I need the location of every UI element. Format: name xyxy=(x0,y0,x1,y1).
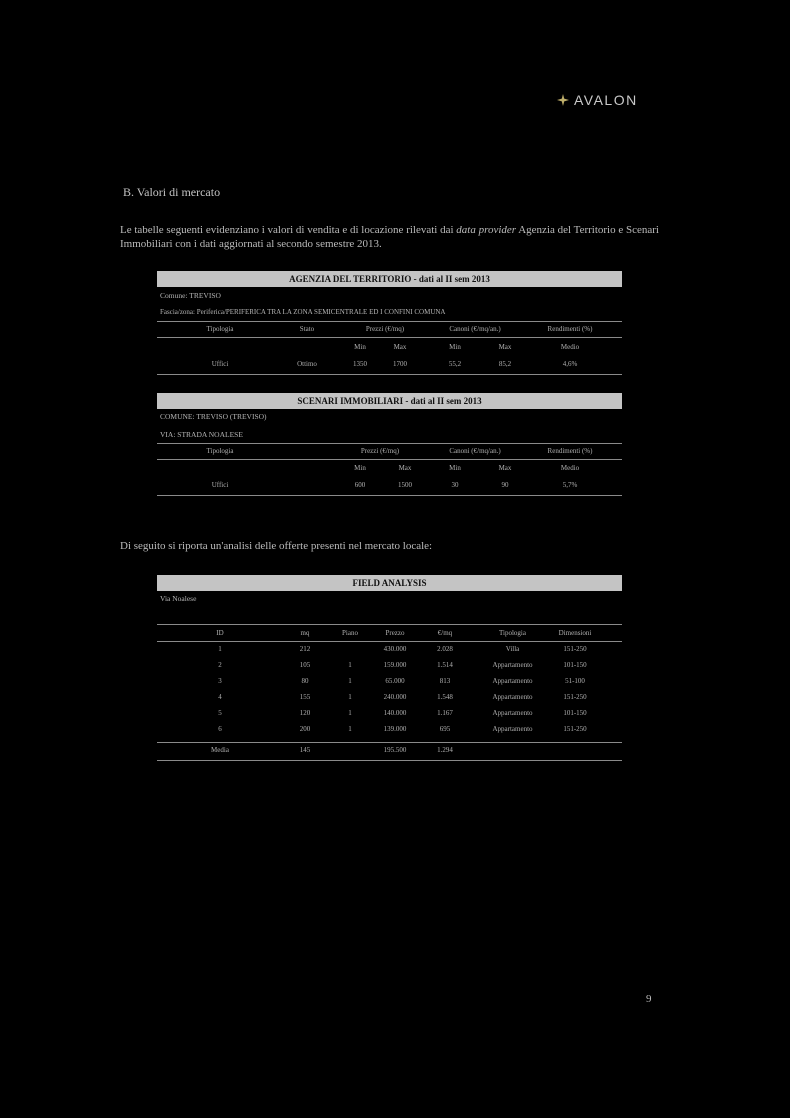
field-cell-prezzo: 65.000 xyxy=(385,677,405,685)
agenzia-sub-medio: Medio xyxy=(560,343,580,351)
field-f-id: Media xyxy=(211,746,229,754)
scenari-sub-medio: Medio xyxy=(560,464,580,472)
field-cell-piano: 1 xyxy=(348,661,352,669)
field-cell-eur-mq: 695 xyxy=(439,725,451,733)
field-cell-tipologia: Appartamento xyxy=(492,661,533,669)
agenzia-sub-max2: Max xyxy=(498,343,512,351)
scenari-cell-cmin: 30 xyxy=(451,481,459,489)
market-analysis-intro: Di seguito si riporta un'analisi delle offerte presenti nel mercato locale: xyxy=(120,540,433,552)
scenari-cell-medio: 5,7% xyxy=(562,481,578,489)
field-cell-eur-mq: 1.548 xyxy=(437,693,453,701)
field-h-mq: mq xyxy=(300,629,310,637)
field-cell-prezzo: 139.000 xyxy=(383,725,407,733)
field-cell-piano: 1 xyxy=(348,677,352,685)
scenari-h-tipologia: Tipologia xyxy=(206,447,234,455)
field-cell-dimensioni: 151-250 xyxy=(563,693,587,701)
field-cell-mq: 155 xyxy=(299,693,311,701)
field-cell-piano: 1 xyxy=(348,725,352,733)
field-cell-id: 6 xyxy=(218,725,222,733)
field-cell-tipologia: Appartamento xyxy=(492,725,533,733)
field-cell-dimensioni: 151-250 xyxy=(563,645,587,653)
field-cell-eur-mq: 1.514 xyxy=(437,661,453,669)
field-cell-tipologia: Appartamento xyxy=(492,693,533,701)
scenari-sub-max1: Max xyxy=(398,464,412,472)
field-cell-prezzo: 159.000 xyxy=(383,661,407,669)
scenari-rule-header xyxy=(157,459,622,460)
field-rule-header xyxy=(157,641,622,642)
field-cell-tipologia: Appartamento xyxy=(492,677,533,685)
agenzia-sub-max1: Max xyxy=(393,343,407,351)
scenari-cell-pmin: 600 xyxy=(354,481,366,489)
star-logo-icon xyxy=(556,93,570,107)
field-h-eur-mq: €/mq xyxy=(437,629,453,637)
field-cell-tipologia: Appartamento xyxy=(492,709,533,717)
agenzia-cell-pmax: 1700 xyxy=(393,360,407,368)
field-cell-dimensioni: 51-100 xyxy=(565,677,585,685)
scenari-sub-max2: Max xyxy=(498,464,512,472)
field-cell-id: 5 xyxy=(218,709,222,717)
agenzia-cell-cmin: 55,2 xyxy=(448,360,462,368)
agenzia-comune: Comune: TREVISO xyxy=(160,291,221,300)
agenzia-h-stato: Stato xyxy=(299,325,315,333)
field-cell-eur-mq: 2.028 xyxy=(437,645,453,653)
field-cell-dimensioni: 101-150 xyxy=(563,661,587,669)
scenari-h-prezzi: Prezzi (€/mq) xyxy=(360,447,400,455)
scenari-rule-top xyxy=(157,443,622,444)
field-rule-bottom xyxy=(157,760,622,761)
scenari-sub-min1: Min xyxy=(354,464,366,472)
scenari-h-rendimenti: Rendimenti (%) xyxy=(547,447,593,455)
agenzia-rule-header xyxy=(157,337,622,338)
page-number: 9 xyxy=(646,993,652,1005)
agenzia-sub-min1: Min xyxy=(354,343,366,351)
field-f-eur-mq: 1.294 xyxy=(437,746,453,754)
field-cell-prezzo: 240.000 xyxy=(383,693,407,701)
intro-text-2: Agenzia del Territorio e Scenari Immobiliari con i dati aggiornati al secondo semestre 2013. xyxy=(120,224,659,250)
scenari-cell-pmax: 1500 xyxy=(398,481,412,489)
field-banner: FIELD ANALYSIS xyxy=(157,575,622,591)
field-cell-mq: 200 xyxy=(299,725,311,733)
agenzia-h-prezzi: Prezzi (€/mq) xyxy=(365,325,405,333)
scenari-comune: COMUNE: TREVISO (TREVISO) xyxy=(160,412,267,421)
field-rule-top xyxy=(157,624,622,625)
field-h-dimensioni: Dimensioni xyxy=(558,629,592,637)
field-cell-prezzo: 140.000 xyxy=(383,709,407,717)
logo-text: AVALON xyxy=(574,92,638,108)
agenzia-rule-bottom xyxy=(157,374,622,375)
agenzia-banner: AGENZIA DEL TERRITORIO - dati al II sem 2013 xyxy=(157,271,622,287)
agenzia-h-tipologia: Tipologia xyxy=(206,325,234,333)
agenzia-rule-top xyxy=(157,321,622,322)
section-title: B. Valori di mercato xyxy=(123,185,221,199)
field-cell-tipologia: Villa xyxy=(505,645,520,653)
field-f-prezzo: 195.500 xyxy=(383,746,407,754)
agenzia-cell-tipologia: Uffici xyxy=(211,360,229,368)
avalon-logo xyxy=(556,92,638,108)
field-h-piano: Piano xyxy=(342,629,358,637)
field-cell-mq: 212 xyxy=(299,645,311,653)
field-h-tipologia: Tipologia xyxy=(499,629,526,637)
agenzia-cell-cmax: 85,2 xyxy=(498,360,512,368)
field-h-id: ID xyxy=(216,629,224,637)
agenzia-cell-medio: 4,6% xyxy=(562,360,578,368)
field-cell-id: 3 xyxy=(218,677,222,685)
field-h-prezzo: Prezzo xyxy=(385,629,405,637)
scenari-cell-tipologia: Uffici xyxy=(211,481,229,489)
field-cell-id: 2 xyxy=(218,661,222,669)
agenzia-zona: Fascia/zona: Periferica/PERIFERICA TRA LA ZONA SEMICENTRALE ED I CONFINI COMUNA xyxy=(160,308,446,316)
intro-italic: data provider xyxy=(456,224,517,236)
scenari-cell-cmax: 90 xyxy=(501,481,509,489)
scenari-sub-min2: Min xyxy=(449,464,461,472)
field-cell-dimensioni: 101-150 xyxy=(563,709,587,717)
scenari-rule-bottom xyxy=(157,495,622,496)
agenzia-h-rendimenti: Rendimenti (%) xyxy=(547,325,593,333)
field-rule-footer xyxy=(157,742,622,743)
field-cell-mq: 80 xyxy=(301,677,309,685)
agenzia-cell-pmin: 1350 xyxy=(353,360,367,368)
intro-paragraph xyxy=(120,223,665,251)
field-cell-mq: 105 xyxy=(299,661,311,669)
field-cell-piano: 1 xyxy=(348,693,352,701)
field-cell-id: 1 xyxy=(218,645,222,653)
field-location: Via Noalese xyxy=(160,594,197,603)
scenari-banner: SCENARI IMMOBILIARI - dati al II sem 2013 xyxy=(157,393,622,409)
field-cell-prezzo: 430.000 xyxy=(383,645,407,653)
agenzia-cell-stato: Ottimo xyxy=(297,360,317,368)
field-cell-id: 4 xyxy=(218,693,222,701)
field-f-mq: 145 xyxy=(299,746,311,754)
agenzia-sub-min2: Min xyxy=(449,343,461,351)
agenzia-h-canoni: Canoni (€/mq/an.) xyxy=(449,325,501,333)
intro-text-1: Le tabelle seguenti evidenziano i valori di vendita e di locazione rilevati dai xyxy=(120,224,454,236)
scenari-h-canoni: Canoni (€/mq/an.) xyxy=(449,447,501,455)
scenari-via: VIA: STRADA NOALESE xyxy=(160,430,243,439)
field-cell-dimensioni: 151-250 xyxy=(563,725,587,733)
field-cell-piano: 1 xyxy=(348,709,352,717)
field-cell-eur-mq: 813 xyxy=(439,677,451,685)
field-cell-eur-mq: 1.167 xyxy=(437,709,453,717)
field-cell-mq: 120 xyxy=(299,709,311,717)
